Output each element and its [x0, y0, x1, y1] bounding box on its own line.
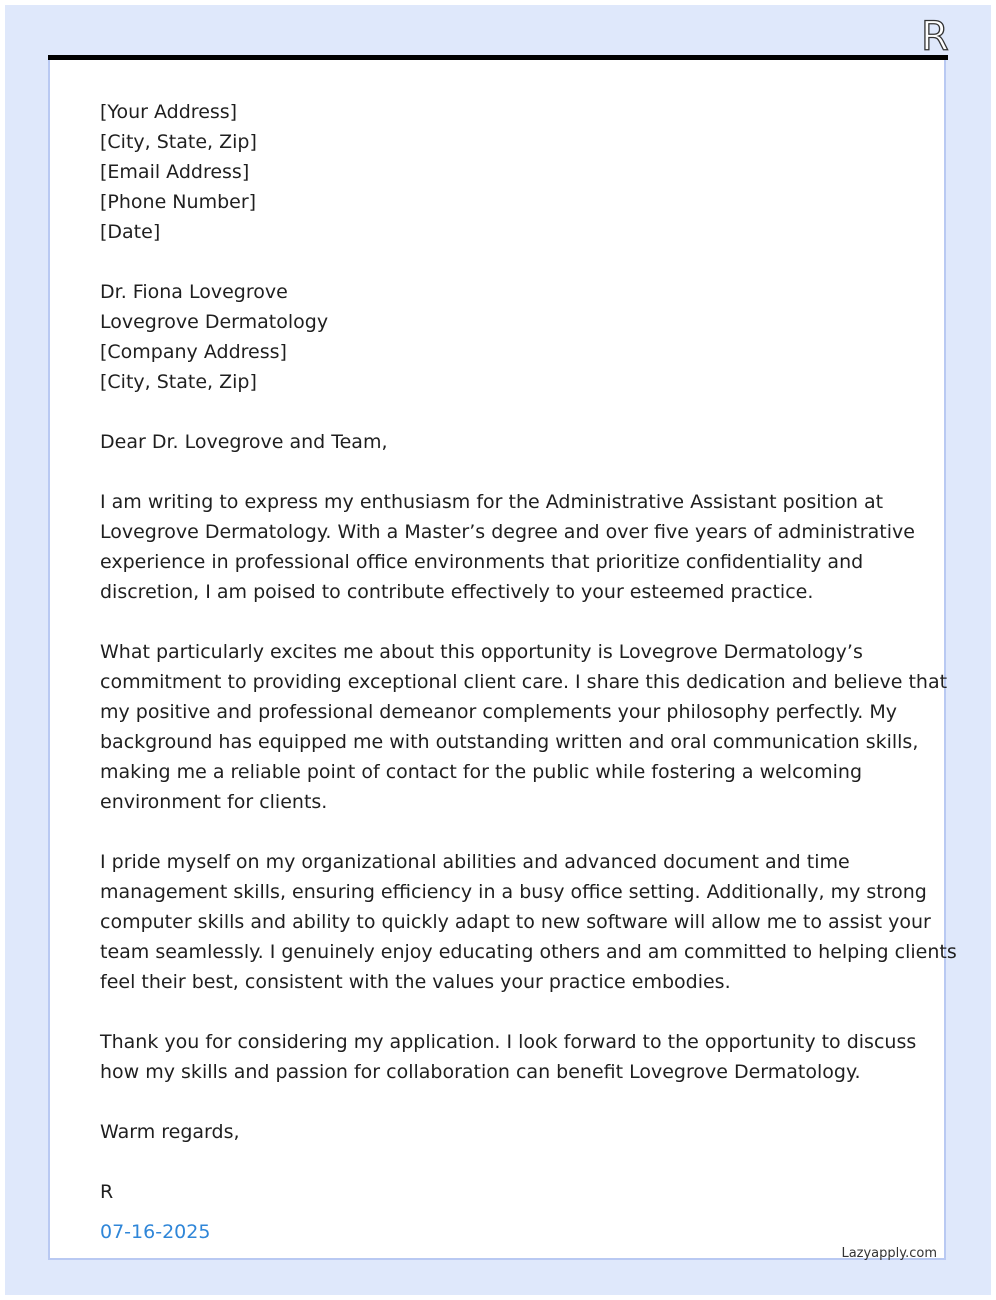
- paragraph-line: environment for clients.: [100, 791, 328, 813]
- paragraph-line: I pride myself on my organizational abilities and advanced document and time: [100, 851, 850, 873]
- paragraph-line: Thank you for considering my application. I look forward to the opportunity to discuss: [100, 1031, 917, 1053]
- paragraph-line: making me a reliable point of contact for the public while fostering a welcoming: [100, 761, 863, 783]
- sender-city: [City, State, Zip]: [100, 131, 257, 153]
- recipient-address: [Company Address]: [100, 341, 287, 363]
- paragraph-line: I am writing to express my enthusiasm for the Administrative Assistant position at: [100, 491, 884, 513]
- paragraph-line: computer skills and ability to quickly adapt to new software will allow me to assist your: [100, 911, 931, 933]
- paragraph-line: feel their best, consistent with the values your practice embodies.: [100, 971, 731, 993]
- paragraph-line: background has equipped me with outstanding written and oral communication skills,: [100, 731, 919, 753]
- paragraph-line: management skills, ensuring efficiency in a busy office setting. Additionally, my strong: [100, 881, 927, 903]
- paragraph-line: discretion, I am poised to contribute effectively to your esteemed practice.: [100, 581, 814, 603]
- paragraph-line: What particularly excites me about this opportunity is Lovegrove Dermatology’s: [100, 641, 863, 663]
- sender-email: [Email Address]: [100, 161, 250, 183]
- paragraph-line: team seamlessly. I genuinely enjoy educating others and am committed to helping clients: [100, 941, 957, 963]
- paragraph-4: [100, 1027, 917, 1087]
- letter-body: [100, 97, 957, 1247]
- sender-block: [100, 97, 900, 247]
- recipient-block: [100, 277, 900, 397]
- paragraph-3: [100, 847, 957, 997]
- paragraph-1: [100, 487, 915, 607]
- paragraph-line: how my skills and passion for collaboration can benefit Lovegrove Dermatology.: [100, 1061, 861, 1083]
- logo-letter: R: [921, 14, 949, 56]
- paragraph-line: commitment to providing exceptional client care. I share this dedication and believe that: [100, 671, 948, 693]
- sender-phone: [Phone Number]: [100, 191, 257, 213]
- paragraph-line: experience in professional office environments that prioritize confidentiality and: [100, 551, 864, 573]
- header-rule: [48, 55, 948, 60]
- paragraph-2: [100, 637, 948, 817]
- paragraph-line: my positive and professional demeanor complements your philosophy perfectly. My: [100, 701, 897, 723]
- recipient-company: Lovegrove Dermatology: [100, 311, 329, 333]
- logo-icon: [918, 14, 954, 56]
- paragraph-line: Lovegrove Dermatology. With a Master’s degree and over five years of administrative: [100, 521, 915, 543]
- signature: R: [100, 1181, 114, 1203]
- salutation: Dear Dr. Lovegrove and Team,: [100, 431, 388, 453]
- sender-date: [Date]: [100, 221, 161, 243]
- recipient-city: [City, State, Zip]: [100, 371, 257, 393]
- sender-address: [Your Address]: [100, 101, 238, 123]
- signed-date: 07-16-2025: [100, 1221, 211, 1243]
- recipient-name: Dr. Fiona Lovegrove: [100, 281, 288, 303]
- watermark: Lazyapply.com: [841, 1246, 937, 1261]
- closing: Warm regards,: [100, 1121, 240, 1143]
